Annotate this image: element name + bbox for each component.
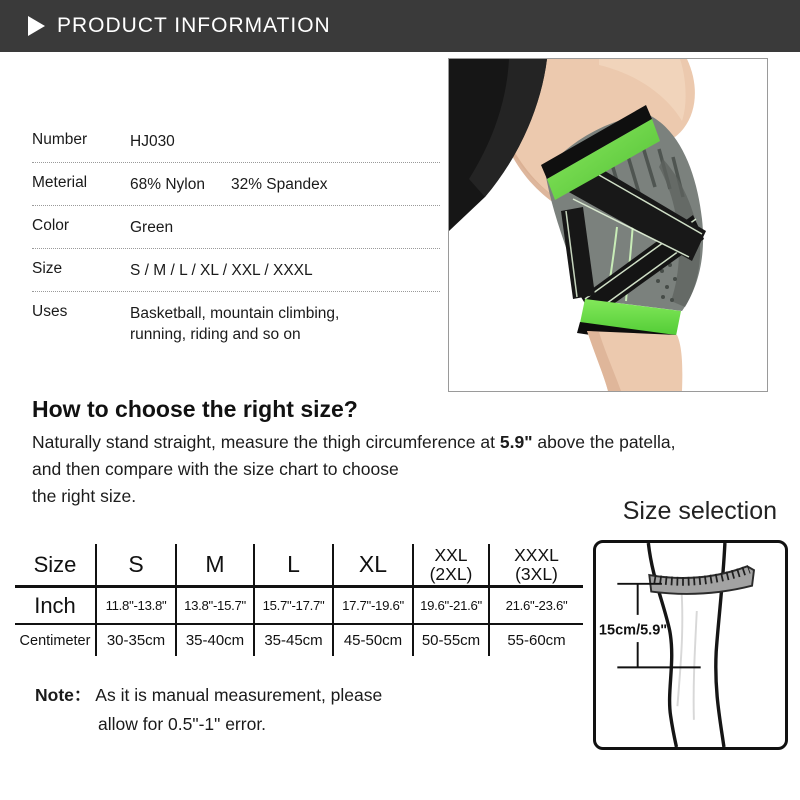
para-line1-pre: Naturally stand straight, measure the thigh circumference at [32,432,500,452]
cm-value: 50-55cm [414,625,490,656]
spec-label: Color [32,217,70,234]
size-table [15,544,583,656]
material-part-1: 68% Nylon [130,176,205,193]
inch-value: 11.8"-13.8" [97,588,177,625]
size-table-header-xxl: XXL (2XL) [414,544,490,588]
size-table-header-l: L [255,544,334,588]
para-line1-post: above the patella, [532,432,676,452]
spec-value [130,174,440,195]
inch-value: 13.8"-15.7" [177,588,255,625]
para-line1-bold: 5.9" [499,432,533,452]
size-table-header-m: M [177,544,255,588]
spec-row-uses [32,292,440,355]
spec-row-number [32,120,440,163]
size-selection-title: Size selection [622,497,777,525]
spec-value: HJ030 [130,133,175,150]
uses-line-1: Basketball, mountain climbing, [130,305,340,322]
para-line2: and then compare with the size chart to choose [32,459,399,479]
spec-row-size [32,249,440,292]
size-table-corner: Size [15,544,97,588]
cm-value: 55-60cm [507,632,566,649]
cm-row-label: Centimeter [15,625,97,656]
size-table-header-xl: XL [334,544,414,588]
uses-line-2: running, riding and so on [130,326,301,343]
spec-value: Green [130,219,174,236]
cm-value: 35-40cm [177,625,255,656]
knee-sleeve-illustration [449,59,767,391]
measurement-label: 15cm/5.9" [598,622,668,639]
cm-value: 35-45cm [255,625,334,656]
note [35,681,475,739]
note-line-2: allow for 0.5"-1" error. [98,714,267,734]
inch-value: 15.7"-17.7" [255,588,334,625]
play-triangle-icon [28,16,45,36]
note-line-1: As it is manual measurement, please [95,685,383,705]
spec-list [32,120,440,355]
cm-value: 30-35cm [97,625,177,656]
spec-label: Uses [32,303,68,320]
banner-title: PRODUCT INFORMATION [57,14,331,37]
spec-label: Size [32,260,63,277]
product-information-banner [0,0,800,52]
cm-value: 45-50cm [334,625,414,656]
how-to-heading: How to choose the right size? [32,396,358,422]
spec-row-color [32,206,440,249]
spec-value [130,303,440,345]
leg-measurement-diagram [593,540,788,750]
para-line3: the right size. [32,486,137,506]
note-label: Note： [35,685,92,705]
spec-value: S / M / L / XL / XXL / XXXL [130,262,313,279]
inch-value: 17.7"-19.6" [334,588,414,625]
product-photo [448,58,768,392]
size-table-header-xxxl: XXXL (3XL) [490,544,583,588]
size-table-header-s: S [97,544,177,588]
material-part-2: 32% Spandex [230,176,328,193]
inch-value: 21.6"-23.6" [490,588,583,625]
inch-value: 19.6"-21.6" [414,588,490,625]
inch-row-label: Inch [15,588,97,625]
leg-diagram-illustration [596,543,785,747]
spec-label: Number [32,131,88,148]
spec-row-material [32,163,440,206]
spec-label: Meterial [32,174,88,191]
